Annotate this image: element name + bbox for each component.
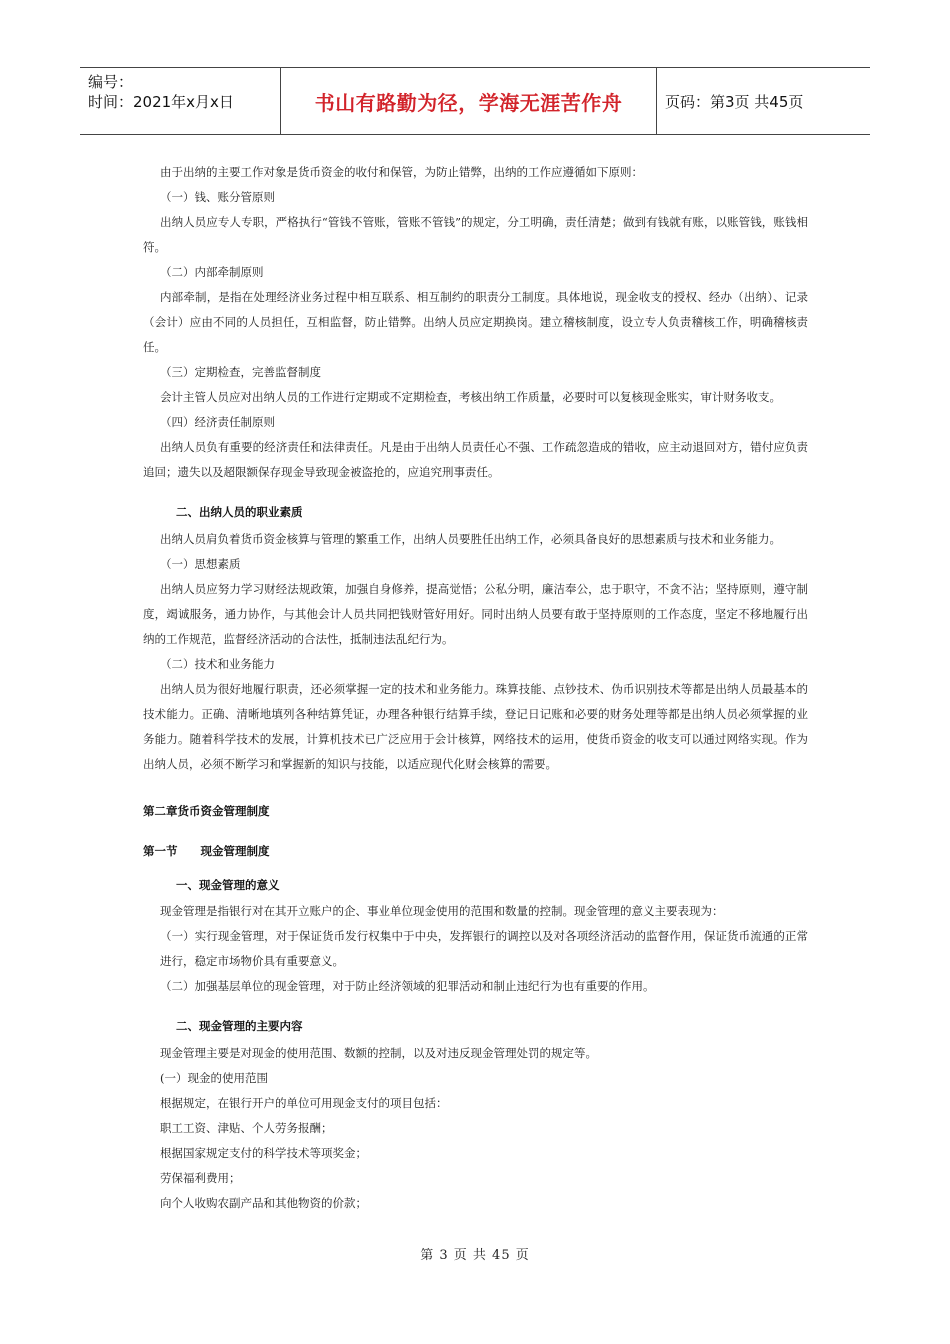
list-item: 劳保福利费用； xyxy=(160,1171,241,1185)
sub-heading: （四）经济责任制原则 xyxy=(160,415,275,429)
paragraph: 出纳人员肩负着货币资金核算与管理的繁重工作，出纳人员要胜任出纳工作，必须具备良好的思想素质与技术和业务能力。 xyxy=(160,532,781,546)
sub-heading: （一）思想素质 xyxy=(160,557,241,571)
document-body xyxy=(143,160,808,1216)
paragraph: 出纳人员为很好地履行职责，还必须掌握一定的技术和业务能力。珠算技能、点钞技术、伪币识别技术等都是出纳人员最基本的技术能力。正确、清晰地填列各种结算凭证，办理各种银行结算手续，登记日记账和必要的财务处理等都是出纳人员必须掌握的业务能力。随着科学技术的发展，计算机技术已广泛应用于会计核算，网络技术的运用，使货币资金的收支可以通过网络实现。作为出纳人员，必须不断学习和掌握新的知识与技能，以适应现代化财会核算的需要。 xyxy=(143,682,808,771)
paragraph: 根据规定，在银行开户的单位可用现金支付的项目包括： xyxy=(160,1096,448,1110)
list-item: 向个人收购农副产品和其他物资的价款； xyxy=(160,1196,367,1210)
paragraph: 内部牵制，是指在处理经济业务过程中相互联系、相互制约的职责分工制度。具体地说，现金收支的授权、经办（出纳）、记录（会计）应由不同的人员担任，互相监督，防止错弊。出纳人员应定期换岗。建立稽核制度，设立专人负责稽核工作，明确稽核责任。 xyxy=(143,290,808,354)
paragraph: 出纳人员负有重要的经济责任和法律责任。凡是由于出纳人员责任心不强、工作疏忽造成的错收，应主动退回对方，错付应负责追回；遗失以及超限额保存现金导致现金被盗抢的，应追究刑事责任。 xyxy=(143,440,808,479)
paragraph: 会计主管人员应对出纳人员的工作进行定期或不定期检查，考核出纳工作质量，必要时可以复核现金账实，审计财务收支。 xyxy=(160,390,781,404)
sub-heading: （一）钱、账分管原则 xyxy=(160,190,275,204)
page-header xyxy=(80,67,870,135)
section-heading-meaning: 一、现金管理的意义 xyxy=(176,878,280,892)
paragraph: 出纳人员应专人专职，严格执行“管钱不管账，管账不管钱”的规定，分工明确，责任清楚；做到有钱就有账，以账管钱，账钱相符。 xyxy=(143,215,808,254)
paragraph: 现金管理是指银行对在其开立账户的企、事业单位现金使用的范围和数量的控制。现金管理的意义主要表现为： xyxy=(160,904,724,918)
sub-heading: （二）内部牵制原则 xyxy=(160,265,264,279)
sub-heading: （三）定期检查，完善监督制度 xyxy=(160,365,321,379)
paragraph: 现金管理主要是对现金的使用范围、数额的控制，以及对违反现金管理处罚的规定等。 xyxy=(160,1046,597,1060)
paragraph: 出纳人员应努力学习财经法规政策，加强自身修养，提高觉悟；公私分明，廉洁奉公，忠于职守，不贪不沾；坚持原则，遵守制度，竭诚服务，通力协作，与其他会计人员共同把钱财管好用好。同时出纳人员要有敢于坚持原则的工作态度，坚定不移地履行出纳的工作规范，监督经济活动的合法性，抵制违法乱纪行为。 xyxy=(143,582,808,646)
section-heading-quality: 二、出纳人员的职业素质 xyxy=(176,505,303,519)
document-number-label: 编号： xyxy=(88,73,134,91)
paragraph: 由于出纳的主要工作对象是货币资金的收付和保管，为防止错弊，出纳的工作应遵循如下原则： xyxy=(160,165,643,179)
section-heading-content: 二、现金管理的主要内容 xyxy=(176,1019,303,1033)
paragraph: （二）加强基层单位的现金管理，对于防止经济领域的犯罪活动和制止违纪行为也有重要的作用。 xyxy=(160,979,655,993)
header-meta xyxy=(80,68,280,134)
header-motto: 书山有路勤为径，学海无涯苦作舟 xyxy=(280,68,657,134)
list-item: 根据国家规定支付的科学技术等项奖金； xyxy=(160,1146,367,1160)
list-item: 职工工资、津贴、个人劳务报酬； xyxy=(160,1121,333,1135)
header-page-code: 页码：第3页 共45页 xyxy=(665,92,804,111)
sub-heading: (一）现金的使用范围 xyxy=(160,1071,268,1085)
chapter-title: 第二章货币资金管理制度 xyxy=(143,804,270,818)
section-title: 第一节 现金管理制度 xyxy=(143,844,270,858)
paragraph: （一）实行现金管理，对于保证货币发行权集中于中央，发挥银行的调控以及对各项经济活动的监督作用，保证货币流通的正常进行，稳定市场物价具有重要意义。 xyxy=(160,929,808,968)
document-date: 时间：2021年x月x日 xyxy=(88,93,234,111)
sub-heading: （二）技术和业务能力 xyxy=(160,657,275,671)
page-footer: 第 3 页 共 45 页 xyxy=(420,1248,530,1263)
